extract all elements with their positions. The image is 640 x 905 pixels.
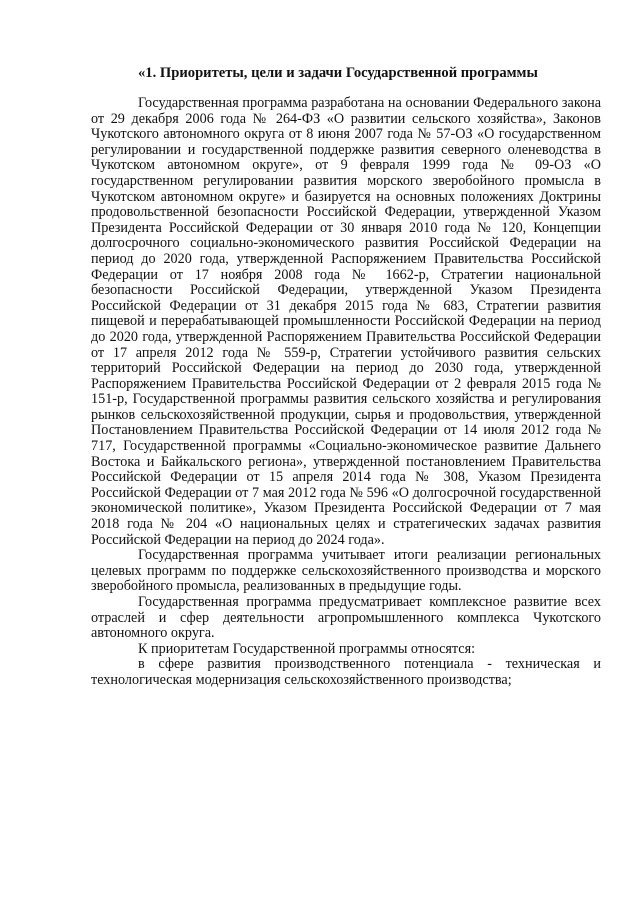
paragraph-priority-production: в сфере развития производственного потенциала - техническая и технологическая модернизация сельскохозяйственного производства; — [91, 656, 601, 688]
paragraph-prior-programs: Государственная программа учитывает итоги реализации региональных целевых программ по поддержке сельскохозяйственного производства и морского зверобойного промысла, реализованных в предыдущие годы. — [91, 547, 601, 595]
paragraph-legal-basis: Государственная программа разработана на основании Федерального закона от 29 декабря 2006 года № 264-ФЗ «О развитии сельского хозяйства», Законов Чукотского автономного округа от 8 июня 2007 года № 57-ОЗ «О государственном регулировании и государственной поддержке развития северного оленеводства в Чукотском автономном округе», от 9 февраля 1999 года № 09-ОЗ «О государственном регулировании развития морского зверобойного промысла в Чукотском автономном округе» и базируется на основных положениях Доктрины продовольственной безопасности Российской Федерации, утвержденной Указом Президента Российской Федерации от 30 января 2010 года № 120, Концепции долгосрочного социально-экономического развития Российской Федерации на период до 2020 года, утвержденной Распоряжением Правительства Российской Федерации от 17 ноября 2008 года № 1662-р, Стратегии национальной безопасности Российской Федерации, утвержденной Указом Президента Российской Федерации от 31 декабря 2015 года № 683, Стратегии развития пищевой и перерабатывающей промышленности Российской Федерации на период до 2020 года, утвержденной Распоряжением Правительства Российской Федерации от 17 апреля 2012 года № 559-р, Стратегии устойчивого развития сельских территорий Российской Федерации на период до 2030 года, утвержденной Распоряжением Правительства Российской Федерации от 2 февраля 2015 года № 151-р, Государственной программы развития сельского хозяйства и регулирования рынков сельскохозяйственной продукции, сырья и продовольствия, утвержденной Постановлением Правительства Российской Федерации от 14 июля 2012 года № 717, Государственной программы «Социально-экономическое развитие Дальнего Востока и Байкальского региона», утвержденной постановлением Правительства Российской Федерации от 15 апреля 2014 года № 308, Указом Президента Российской Федерации от 7 мая 2012 года № 596 «О долгосрочной государственной экономической политике», Указом Президента Российской Федерации от 7 мая 2018 года № 204 «О национальных целях и стратегических задачах развития Российской Федерации на период до 2024 года». — [91, 95, 601, 548]
paragraph-comprehensive-development: Государственная программа предусматривает комплексное развитие всех отраслей и сфер деятельности агропромышленного комплекса Чукотского автономного округа. — [91, 594, 601, 642]
document-page — [91, 64, 601, 689]
paragraph-priorities-intro: К приоритетам Государственной программы относятся: — [138, 640, 476, 657]
section-heading: «1. Приоритеты, цели и задачи Государственной программы — [138, 65, 538, 81]
